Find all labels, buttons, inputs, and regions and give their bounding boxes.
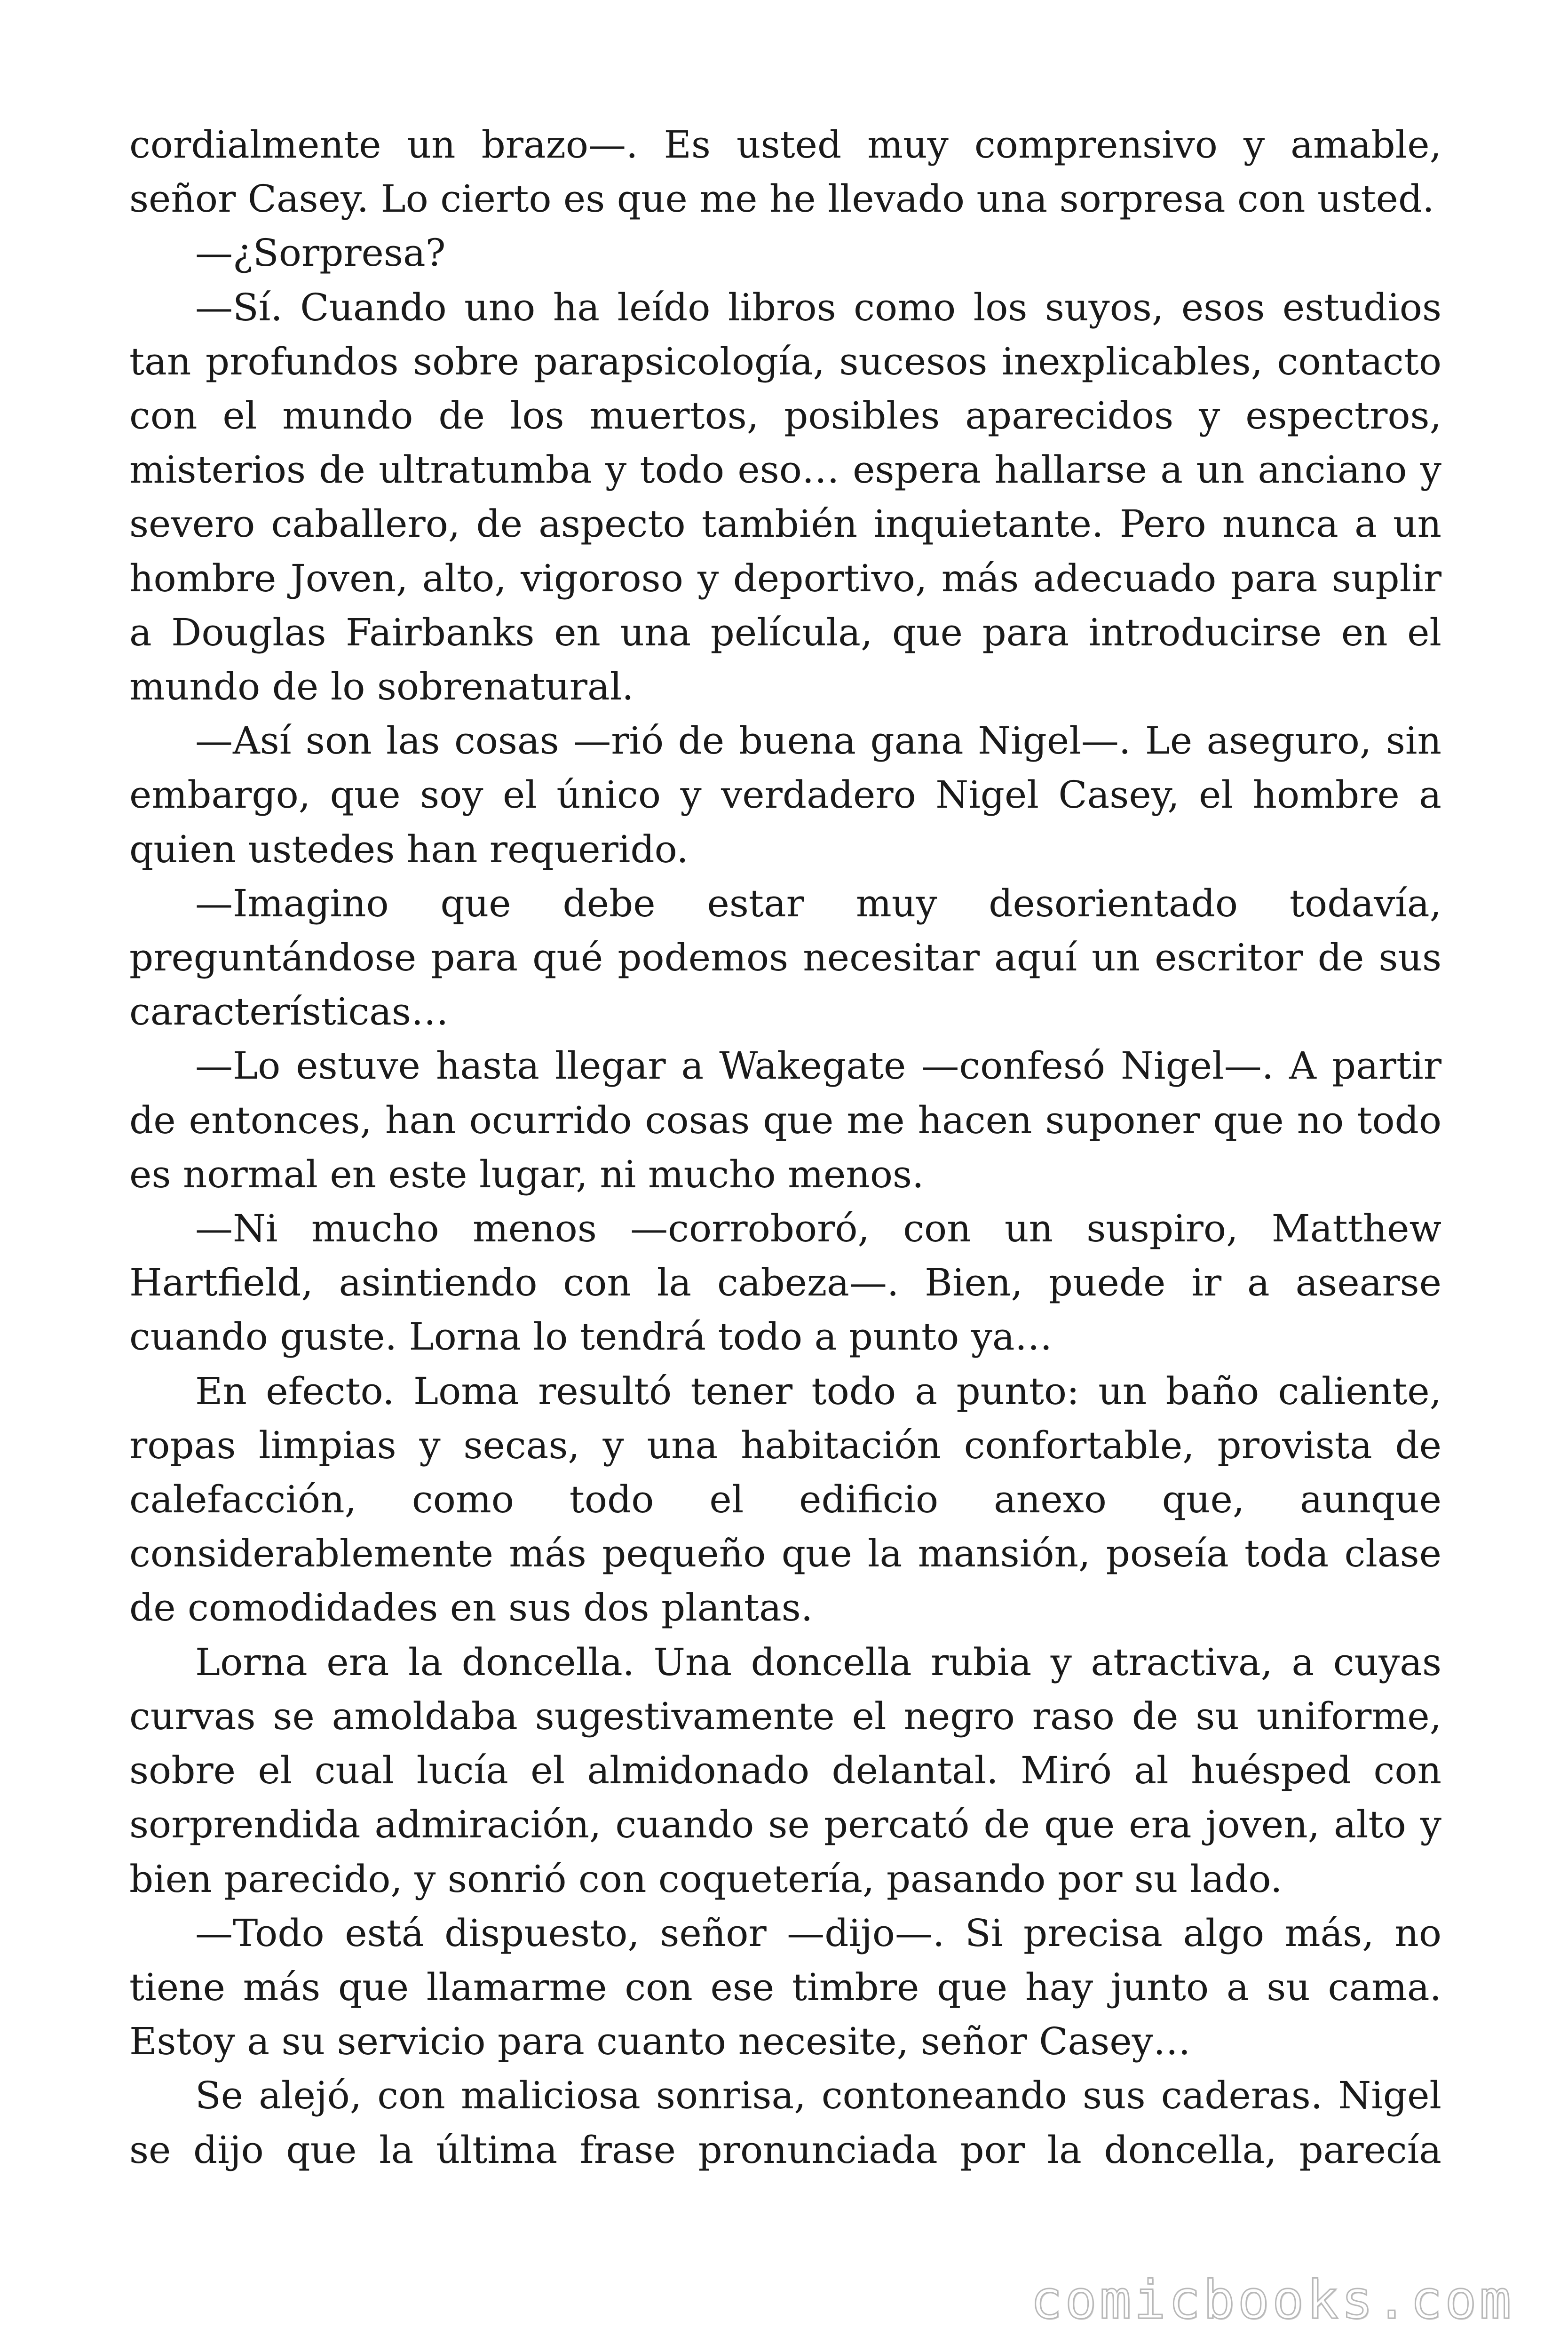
paragraph: Lorna era la doncella. Una doncella rubia y atractiva, a cuyas curvas se amoldaba sugestivamente el negro raso de su uniforme, sobre el cual lucía el almidonado delantal. Miró al huésped con sorprendida admiración, cuando se percató de que era joven, alto y bien parecido, y sonrió con coquetería, pasando por su lado. (129, 1640, 1441, 1901)
paragraph: —Todo está dispuesto, señor —dijo—. Si precisa algo más, no tiene más que llamarme con ese timbre que hay junto a su cama. Estoy a su servicio para cuanto necesite, señor Casey… (129, 1911, 1441, 2064)
paragraph: Se alejó, con maliciosa sonrisa, contoneando sus caderas. Nigel se dijo que la última frase pronunciada por la doncella, parecía (129, 2074, 1441, 2172)
paragraph: —Lo estuve hasta llegar a Wakegate —confesó Nigel—. A partir de entonces, han ocurrido cosas que me hacen suponer que no todo es normal en este lugar, ni mucho menos. (129, 1044, 1441, 1196)
paragraph: cordialmente un brazo—. Es usted muy comprensivo y amable, señor Casey. Lo cierto es que me he llevado una sorpresa con usted. (129, 123, 1441, 221)
paragraph: —Sí. Cuando uno ha leído libros como los suyos, esos estudios tan profundos sobre parapsicología, sucesos inexplicables, contacto con el mundo de los muertos, posibles aparecidos y espectros, misterios de ultratumba y todo eso… espera hallarse a un anciano y severo caballero, de aspecto también inquietante. Pero nunca a un hombre Joven, alto, vigoroso y deportivo, más adecuado para suplir a Douglas Fairbanks en una película, que para introducirse en el mundo de lo sobrenatural. (129, 285, 1441, 709)
paragraph: —Imagino que debe estar muy desorientado todavía, preguntándose para qué podemos necesitar aquí un escritor de sus características… (129, 881, 1441, 1034)
paragraph: —Ni mucho menos —corroboró, con un suspiro, Matthew Hartfield, asintiendo con la cabeza—. Bien, puede ir a asearse cuando guste. Lorna lo tendrá todo a punto ya… (129, 1207, 1441, 1359)
paragraph: —¿Sorpresa? (195, 231, 446, 275)
paragraph: En efecto. Loma resultó tener todo a punto: un baño caliente, ropas limpias y secas, y una habitación confortable, provista de calefacción, como todo el edificio anexo que, aunque considerablemente más pequeño que la mansión, poseía toda clase de comodidades en sus dos plantas. (129, 1369, 1441, 1630)
body-text (129, 118, 1441, 2177)
site-watermark: comicbooks.com (1030, 2270, 1514, 2331)
paragraph: —Así son las cosas —rió de buena gana Nigel—. Le aseguro, sin embargo, que soy el único y verdadero Nigel Casey, el hombre a quien ustedes han requerido. (129, 719, 1441, 871)
